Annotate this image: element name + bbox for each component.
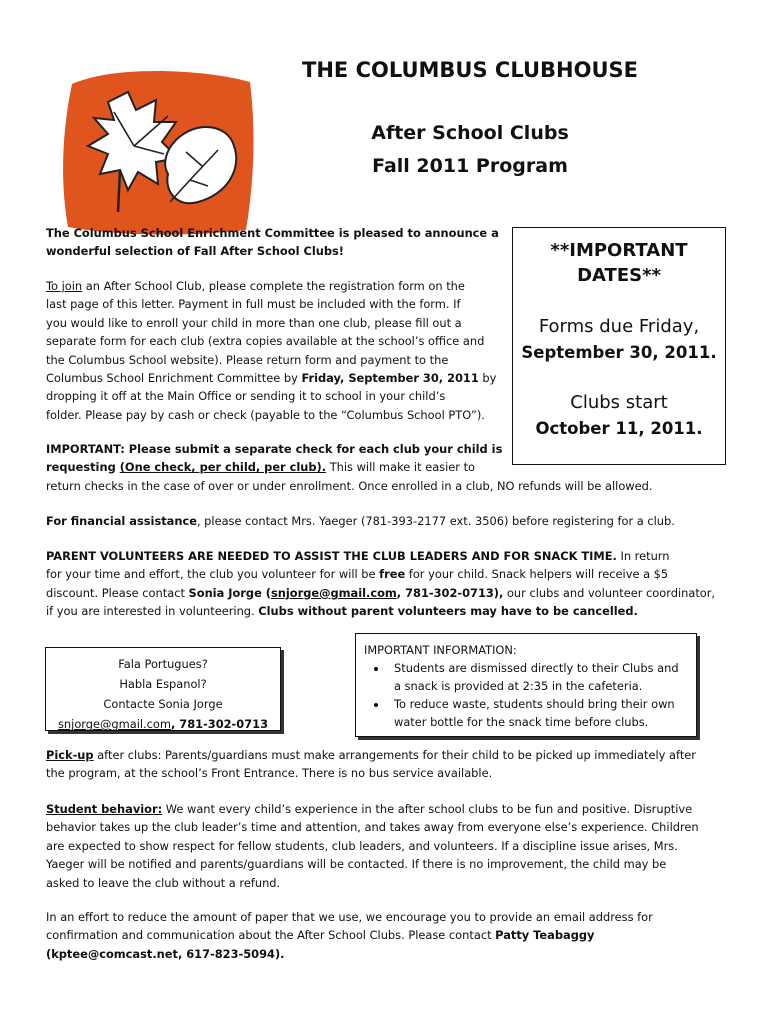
clubs-start-label: Clubs start: [570, 392, 668, 413]
clubs-start-date: October 11, 2011.: [535, 419, 703, 438]
important-information-box: [355, 633, 697, 737]
autumn-leaves-logo: [58, 62, 258, 237]
list-item: • Students are dismissed directly to their Clubs and a snack is provided at 2:35 in the cafeteria.: [388, 659, 690, 695]
list-item: • To reduce waste, students should bring their own water bottle for the snack time before clubs.: [388, 695, 690, 731]
forms-due-date: September 30, 2011.: [521, 343, 717, 362]
important-dates-box: [512, 227, 726, 465]
volunteers-paragraph: PARENT VOLUNTEERS ARE NEEDED TO ASSIST THE CLUB LEADERS AND FOR SNACK TIME. In return for your time and effort, the club you volunteer for will be free for your child. Snack helpers will receive a $5 discount. Please contact Sonia Jorge (snjorge@gmail.com, 781-302-0713), our clubs and volunteer coordinator, if you are interested in volunteering. Clubs without parent volunteers may have to be cancelled.: [46, 549, 716, 619]
check-notice: IMPORTANT: Please submit a separate check for each club your child is requesting (One check, per child, per club). This will make it easier to return checks in the case of over or under enrollment. Once enrolled in a club, NO refunds will be allowed.: [46, 442, 653, 493]
pickup-paragraph: Pick-up after clubs: Parents/guardians must make arrangements for their child to be picked up immediately after the program, at the school’s Front Entrance. There is no bus service available.: [46, 748, 696, 781]
forms-due-label: Forms due Friday,: [538, 316, 700, 337]
paper-reduction-paragraph: In an effort to reduce the amount of paper that we use, we encourage you to provide an email address for confirmation and communication about the After School Clubs. Please contact Patty Teabaggy (kptee@comcast.net, 617-823-5094).: [46, 910, 653, 961]
language-email-link[interactable]: snjorge@gmail.com: [58, 717, 171, 731]
financial-assistance: For financial assistance, please contact Mrs. Yaeger (781-393-2177 ext. 3506) before registering for a club.: [46, 514, 675, 528]
info-heading: IMPORTANT INFORMATION:: [364, 643, 517, 657]
page-title: THE COLUMBUS CLUBHOUSE: [302, 58, 638, 82]
volunteer-email-link[interactable]: snjorge@gmail.com: [270, 585, 397, 600]
intro-paragraph: The Columbus School Enrichment Committee is pleased to announce a wonderful selection of Fall After School Clubs!: [46, 226, 499, 259]
dates-heading: **IMPORTANT DATES**: [550, 240, 688, 286]
subtitle-clubs: After School Clubs: [371, 122, 569, 144]
join-paragraph: To join an After School Club, please complete the registration form on the last page of this letter. Payment in full must be included with the form. If you would like to enroll your child in more than one club, please fill out a separate form for each club (extra copies available at the school’s office and the Columbus School website). Please return form and payment to the Columbus School Enrichment Committee by Friday, September 30, 2011 by dropping it off at the Main Office or sending it to school in your child’s folder. Please pay by cash or check (payable to the “Columbus School PTO”).: [46, 279, 497, 422]
language-help-box: Fala Portugues? Habla Espanol? Contacte Sonia Jorge snjorge@gmail.com, 781-302-0713: [45, 647, 281, 731]
behavior-paragraph: Student behavior: We want every child’s experience in the after school clubs to be fun and positive. Disruptive behavior takes up the club leader’s time and attention, and takes away from everyone else’s experience. Children are expected to show respect for fellow students, club leaders, and volunteers. If a discipline issue arises, Mrs. Yaeger will be notified and parents/guardians will be contacted. If there is no improvement, the child may be asked to leave the club without a refund.: [46, 802, 699, 890]
subtitle-program: Fall 2011 Program: [372, 155, 568, 177]
